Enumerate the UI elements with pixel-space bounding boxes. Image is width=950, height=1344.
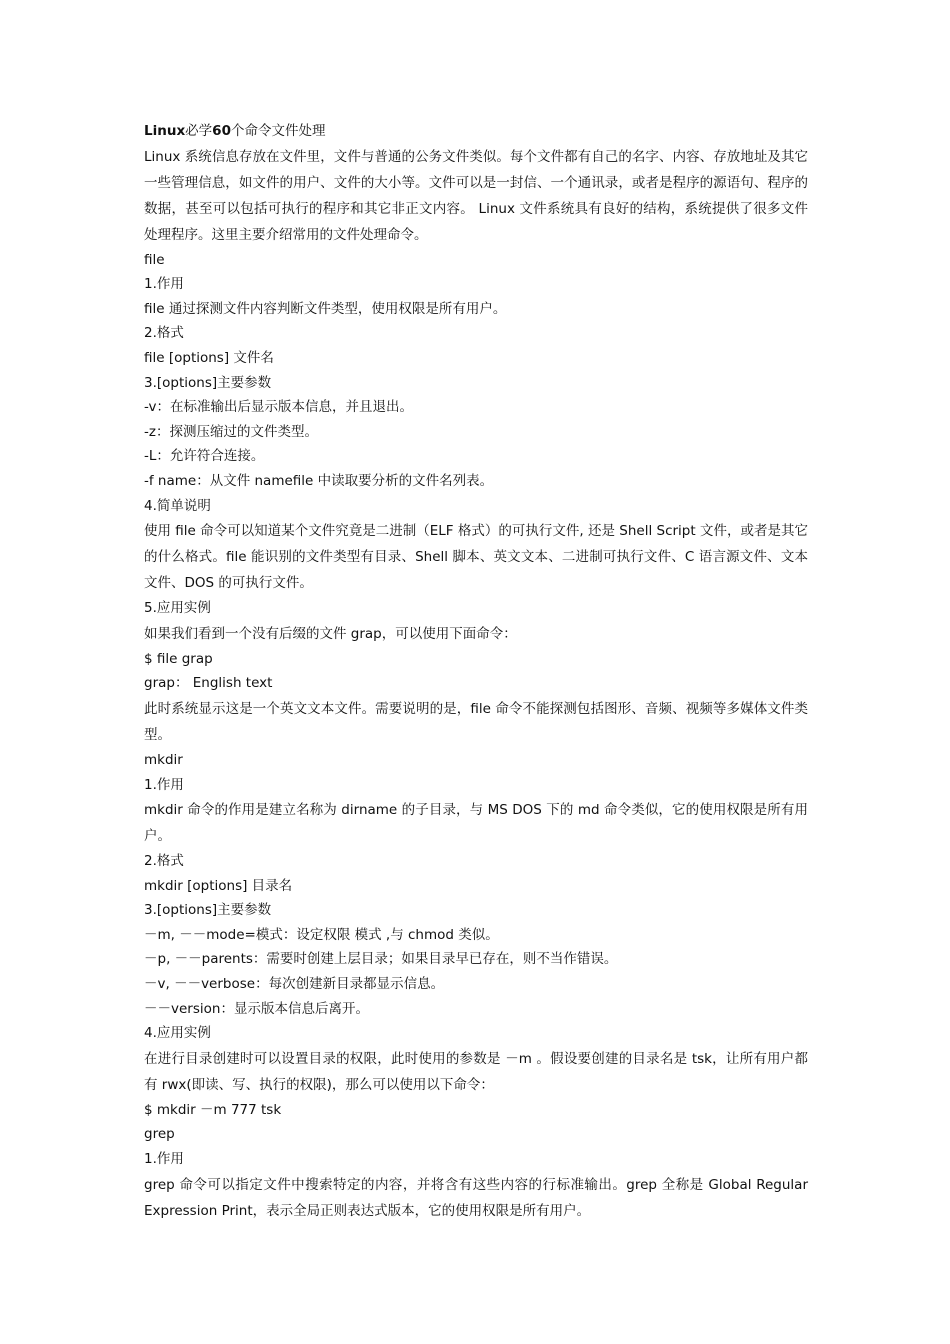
file-section-heading: file <box>144 251 165 268</box>
mkdir-purpose-heading: 1.作用 <box>144 776 184 793</box>
title-linux: Linux <box>144 123 186 139</box>
mkdir-option-p: －p, －－parents：需要时创建上层目录；如果目录早已存在，则不当作错误。 <box>144 951 618 968</box>
grep-section-heading: grep <box>144 1126 175 1143</box>
mkdir-option-v: －v, －－verbose：每次创建新目录都显示信息。 <box>144 976 445 993</box>
file-example-text: 如果我们看到一个没有后缀的文件 grap，可以使用下面命令： <box>144 625 517 642</box>
file-option-f: -f name：从文件 namefile 中读取要分析的文件名列表。 <box>144 472 494 489</box>
grep-purpose-heading: 1.作用 <box>144 1151 184 1168</box>
mkdir-option-version: －－version：显示版本信息后离开。 <box>144 1000 369 1017</box>
file-example-heading: 5.应用实例 <box>144 600 211 617</box>
file-example-output: grap： English text <box>144 675 273 692</box>
mkdir-example-text: 在进行目录创建时可以设置目录的权限，此时使用的参数是 －m 。假设要创建的目录名是 tsk，让所有用户都有 rwx(即读、写、执行的权限)，那么可以使用以下命令： <box>144 1050 808 1093</box>
mkdir-section-heading: mkdir <box>144 751 183 768</box>
mkdir-purpose-text: mkdir 命令的作用是建立名称为 dirname 的子目录，与 MS DOS 下的 md 命令类似，它的使用权限是所有用户。 <box>144 802 808 845</box>
file-option-v: -v：在标准输出后显示版本信息，并且退出。 <box>144 399 413 416</box>
file-example-note: 此时系统显示这是一个英文文本文件。需要说明的是，file 命令不能探测包括图形、音频、视频等多媒体文件类型。 <box>144 700 808 743</box>
title-mid: 必学 <box>185 123 213 139</box>
mkdir-example-command: $ mkdir －m 777 tsk <box>144 1101 282 1118</box>
file-format-heading: 2.格式 <box>144 325 184 342</box>
grep-purpose-text: grep 命令可以指定文件中搜索特定的内容，并将含有这些内容的行标准输出。grep 全称是 Global Regular Expression Print，表示全局正则表达式版本，它的使用权限是所有用户。 <box>144 1176 808 1219</box>
mkdir-option-m: －m, －－mode=模式：设定权限 模式 ,与 chmod 类似。 <box>144 926 499 943</box>
file-description-text: 使用 file 命令可以知道某个文件究竟是二进制（ELF 格式）的可执行文件, 还是 Shell Script 文件，或者是其它的什么格式。file 能识别的文件类型有目录、Shell 脚本、英文文本、二进制可执行文件、C 语言源文件、文本文件、DOS 的可执行文件。 <box>144 523 808 592</box>
file-format-text: file [options] 文件名 <box>144 349 274 366</box>
title-suffix: 个命令文件处理 <box>230 123 326 139</box>
mkdir-example-heading: 4.应用实例 <box>144 1025 211 1042</box>
mkdir-format-heading: 2.格式 <box>144 853 184 870</box>
document-body <box>144 119 808 1224</box>
file-options-heading: 3.[options]主要参数 <box>144 374 272 391</box>
document-title <box>144 119 808 144</box>
file-example-command: $ file grap <box>144 650 213 667</box>
file-purpose-text: file 通过探测文件内容判断文件类型，使用权限是所有用户。 <box>144 300 507 317</box>
mkdir-format-text: mkdir [options] 目录名 <box>144 877 293 894</box>
file-purpose-heading: 1.作用 <box>144 276 184 293</box>
mkdir-options-heading: 3.[options]主要参数 <box>144 902 272 919</box>
title-number: 60 <box>212 123 231 139</box>
intro-paragraph: Linux 系统信息存放在文件里，文件与普通的公务文件类似。每个文件都有自己的名字、内容、存放地址及其它一些管理信息，如文件的用户、文件的大小等。文件可以是一封信、一个通讯录，或者是程序的源语句、程序的数据，甚至可以包括可执行的程序和其它非正文内容。 Linux 文件系统具有良好的结构，系统提供了很多文件处理程序。这里主要介绍常用的文件处理命令。 <box>144 148 808 243</box>
file-description-heading: 4.简单说明 <box>144 497 211 514</box>
file-option-z: -z：探测压缩过的文件类型。 <box>144 423 318 440</box>
file-option-l: -L：允许符合连接。 <box>144 448 265 465</box>
